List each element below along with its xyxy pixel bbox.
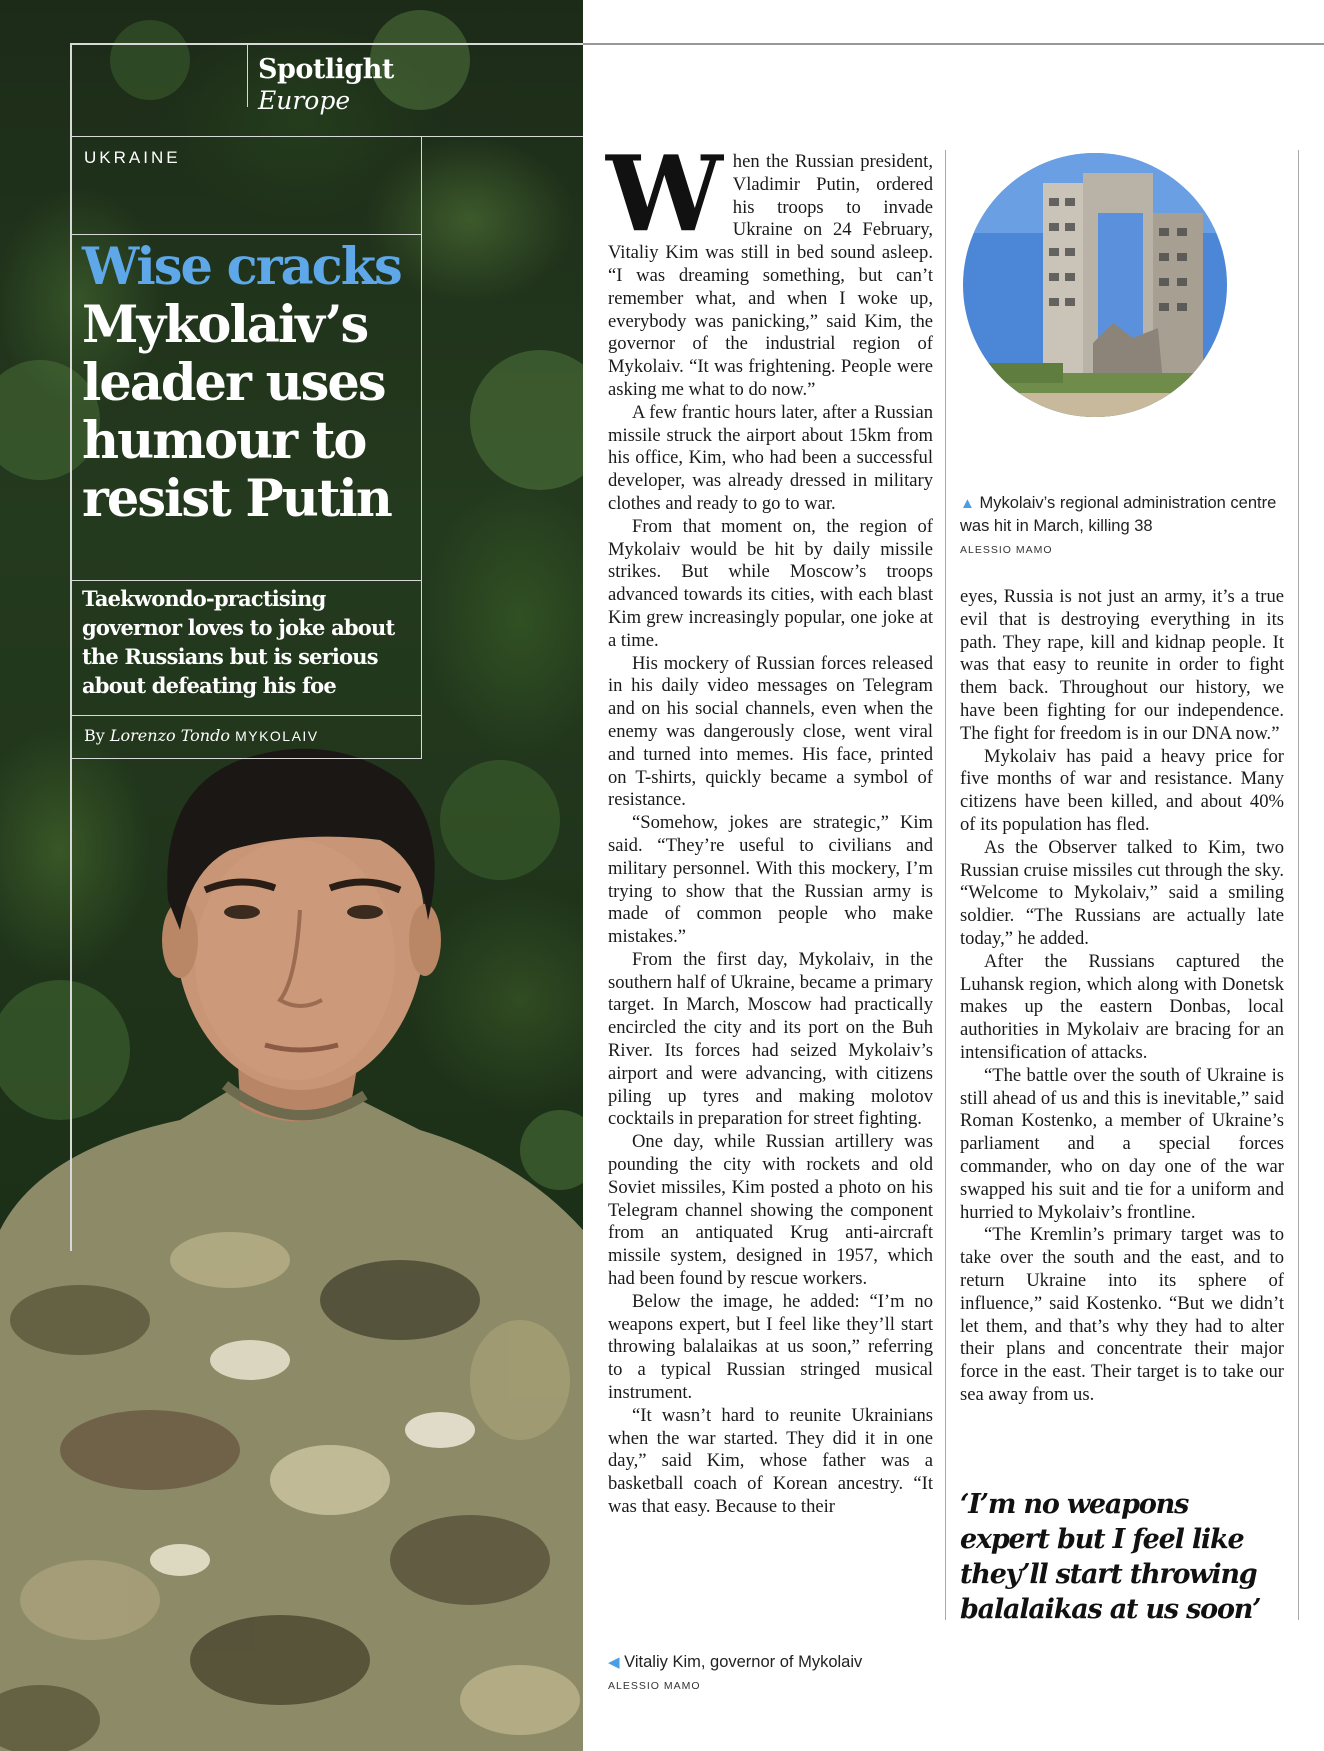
frame-rule <box>70 758 422 759</box>
pull-quote: ‘I’m no weapons expert but I feel like they’ll start throwing balalaikas at us soon’ <box>960 1489 1261 1625</box>
article-paragraph: hen the Russian president, Vladimir Putin, ordered his troops to invade Ukraine on 24 February, Vitaliy Kim was still in bed sound asleep. “I was dreaming something, but can’t remember what, and when I woke up, everybody was panicking,” said Kim, the governor of the industrial region of Mykolaiv. “It was frightening. People were asking me what to do now.” <box>608 151 933 400</box>
headline-line: humour to <box>82 411 366 471</box>
standfirst: Taekwondo-practising governor loves to joke about the Russians but is serious about defeating his foe <box>82 586 395 698</box>
frame-rule <box>70 715 422 716</box>
headline-line: leader uses <box>82 353 385 413</box>
frame-rule <box>247 43 248 107</box>
headline-line: resist Putin <box>82 469 391 529</box>
article-paragraph: After the Russians captured the Luhansk region, which along with Donetsk makes up the eastern Donbas, local authorities in Mykolaiv are bracing for an intensification of attacks. <box>960 950 1284 1063</box>
lead-photo <box>0 0 583 1751</box>
dropcap: W <box>606 132 723 255</box>
headline-line: Mykolaiv’s <box>82 295 368 355</box>
section-subtitle: Europe <box>258 86 351 115</box>
column-rule <box>1298 150 1299 1620</box>
article-paragraph: From that moment on, the region of Mykolaiv would be hit by daily missile strikes. But while Moscow’s troops advanced towards its cities, with each blast Kim grew increasingly popular, one joke at a time. <box>608 515 933 651</box>
frame-rule <box>70 234 422 235</box>
photo-credit: ALESSIO MAMO <box>608 1680 701 1692</box>
article-paragraph: eyes, Russia is not just an army, it’s a true evil that is destroying everything in its path. They rape, kill and kidnap people. It was that easy to reunite in order to fight them back. Throughout our history, we have been fighting for our independence. The fight for freedom is in our DNA now.” <box>960 586 1284 744</box>
article-paragraph: As the Observer talked to Kim, two Russian cruise missiles cut through the sky. “Welcome to Mykolaiv,” said a smiling soldier. “The Russians are actually late today,” he added. <box>960 836 1284 949</box>
photo-caption-text: Vitaliy Kim, governor of Mykolaiv <box>624 1653 863 1671</box>
top-rule <box>583 43 1324 45</box>
damaged-building-image <box>963 153 1227 417</box>
article-paragraph: His mockery of Russian forces released in his daily video messages on Telegram and on his social channels, even when the enemy was dangerously close, went viral and turned into memes. His face, printed on T-shirts, quickly became a symbol of resistance. <box>608 652 933 811</box>
figure-caption <box>960 492 1290 556</box>
frame-rule <box>421 136 422 758</box>
caption-up-triangle-icon: ▲ <box>960 495 975 512</box>
frame-rule <box>70 43 72 1251</box>
building-photo <box>963 153 1227 417</box>
figure-caption-text: Mykolaiv’s regional administration centre was hit in March, killing 38 <box>960 494 1277 535</box>
column-rule <box>945 150 946 1620</box>
frame-rule <box>70 580 422 581</box>
article-paragraph: “The Kremlin’s primary target was to take over the south and the east, and to return Ukraine into its sphere of influence,” said Kostenko. “But we didn’t let them, and that’s why they had to alter their plans and concentrate their major force in the east. Their target is to take our sea away from us. <box>960 1224 1284 1405</box>
byline-prefix: By <box>84 726 105 745</box>
article-paragraph: Mykolaiv has paid a heavy price for five months of war and resistance. Many citizens have been killed, and about 40% of its population has fled. <box>960 745 1284 835</box>
article-paragraph: “It wasn’t hard to reunite Ukrainians when the war started. They did it in one day,” said Kim, whose father was a basketball coach of Korean ancestry. “It was that easy. Because to their <box>608 1404 933 1518</box>
article-paragraph: From the first day, Mykolaiv, in the southern half of Ukraine, became a primary target. In March, Moscow had practically encircled the city and its port on the Buh River. Its forces had seized Mykolaiv’s airport and were advancing, with citizens piling up tyres and making molotov cocktails in preparation for street fighting. <box>608 948 933 1130</box>
frame-rule <box>70 43 583 45</box>
byline-author: Lorenzo Tondo <box>109 726 230 745</box>
article-column-1 <box>606 132 933 1519</box>
article-paragraph: One day, while Russian artillery was pounding the city with rockets and old Soviet missiles, Kim posted a photo on his Telegram channel showing the component from an antiquated Krug anti-aircraft missile system, designed in 1957, which had been found by rescue workers. <box>608 1131 933 1290</box>
photo-caption <box>608 1651 938 1692</box>
byline <box>84 726 319 745</box>
kicker: UKRAINE <box>84 148 181 167</box>
article-paragraph: “Somehow, jokes are strategic,” Kim said. “They’re useful to civilians and military personnel. With this mockery, I’m trying to show that the Russian army is made of common people who make mistakes.” <box>608 812 933 948</box>
figure-credit: ALESSIO MAMO <box>960 544 1053 556</box>
section-label <box>258 54 394 116</box>
byline-location: MYKOLAIV <box>235 728 319 744</box>
article-paragraph: “The battle over the south of Ukraine is still ahead of us and this is inevitable,” said Roman Kostenko, a member of Ukraine’s parliament and a special forces commander, who on day one of the war swapped his suit and tie for a uniform and hurried to Mykolaiv’s frontline. <box>960 1064 1284 1223</box>
article-column-2 <box>960 586 1284 1407</box>
headline <box>82 238 412 528</box>
article-paragraph: Below the image, he added: “I’m no weapons expert, but I feel like they’ll start throwing balalaikas at us soon,” referring to a typical Russian stringed musical instrument. <box>608 1290 933 1404</box>
frame-rule <box>70 136 583 137</box>
headline-accent: Wise cracks <box>82 237 401 297</box>
section-title: Spotlight <box>258 54 394 85</box>
article-paragraph: A few frantic hours later, after a Russian missile struck the airport about 15km from his office, Kim, who had been a successful developer, was already dressed in military clothes and ready to go to war. <box>608 401 933 514</box>
caption-left-triangle-icon: ◀ <box>608 1654 620 1671</box>
